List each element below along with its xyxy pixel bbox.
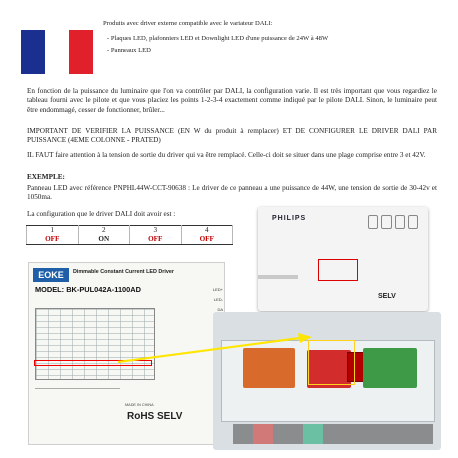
flag-blue-band [21,30,45,74]
intro-block [103,19,443,59]
philips-driver-photo [258,207,428,311]
paragraph-example: Panneau LED avec référence PNPHL44W-CCT-90638 : Le driver de ce panneau a une puissance de 44W, une tension de sortie de 30-42v et 1050ma. [27,184,437,202]
eoke-driver-label [28,262,225,445]
switch-table-value-row [27,235,233,245]
paragraph-important: IMPORTANT DE VERIFIER LA PUISSANCE (EN W du produit à remplacer) ET DE CONFIGURER LE DRIVER DALI PAR PUISSANCE (4EME COLONNE - PRATED) [27,127,437,145]
switch-value-2: ON [78,235,130,245]
terminal-block-photo [213,312,441,450]
eoke-highlight-row [34,360,152,366]
paragraph-config-intro: La configuration que le driver DALI doit avoir est : [27,210,176,218]
switch-value-3: OFF [130,235,182,245]
philips-selv-mark: SELV [378,293,396,300]
example-heading: EXEMPLE: [27,173,65,181]
switch-header-3: 3 [130,226,182,236]
philips-brand: PHILIPS [272,215,307,222]
certification-icons [368,215,418,229]
switch-table-header-row [27,226,233,236]
intro-line: Produits avec driver externe compatible avec le variateur DALI: [103,20,273,27]
terminal-led-minus: LED- [213,297,223,302]
switch-value-4: OFF [181,235,233,245]
intro-item-2: - Panneaux LED [107,47,151,55]
french-flag-icon [21,30,93,74]
paragraph-config: En fonction de la puissance du luminaire que l'on va contrôler par DALI, la configuration varie. Il est très important que vous regardiez le tableau fourni avec le pilote et que vous placiez les points 1-2-3-4 exactement comme indiqué par le pilote DALI. Sinon, le luminaire peut être endommagé, cesser de fonctionner, brûler... [27,87,437,114]
eoke-selection-table [35,308,155,380]
intro-item-1: - Plaques LED, plafonniers LED et Downlight LED d'une puissance de 24W à 48W [107,34,329,42]
terminal-da-1: DA [217,307,223,312]
orange-terminal [243,348,295,388]
flag-white-band [45,30,69,74]
dip-switch-table [26,225,233,245]
terminal-led-plus: LED+ [212,287,223,292]
dip-highlight-box [308,340,355,385]
paragraph-voltage: IL FAUT faire attention à la tension de sortie du driver qui va être remplacé. Celle-ci doit se situer dans une plage comprise entre 3 et 42V. [27,151,426,159]
wires [233,424,433,444]
switch-value-1: OFF [27,235,79,245]
switch-header-1: 1 [27,226,79,236]
green-terminal [363,348,417,388]
intro-list [103,34,443,56]
eoke-title: Dimmable Constant Current LED Driver [73,269,174,275]
eoke-model: MODEL: BK-PUL042A-1100AD [35,285,141,294]
philips-highlight-box [318,259,358,281]
philips-bar [258,275,298,279]
switch-header-4: 4 [181,226,233,236]
eoke-logo: EOKE [33,268,69,282]
eoke-rohs-mark: RoHS SELV [127,411,183,422]
eoke-notes [35,388,120,443]
eoke-made-in: MADE IN CHINA [125,403,154,407]
switch-header-2: 2 [78,226,130,236]
flag-red-band [69,30,93,74]
